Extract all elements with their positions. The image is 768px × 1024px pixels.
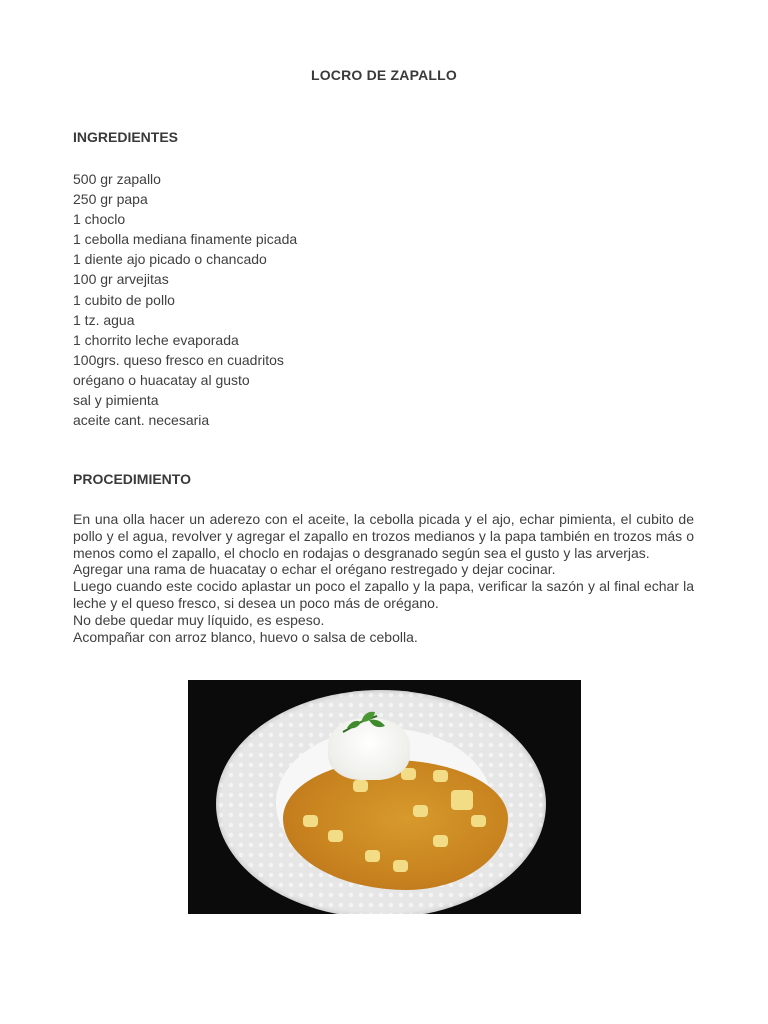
ingredient-item: 1 chorrito leche evaporada (73, 331, 239, 348)
procedure-paragraph: Luego cuando este cocido aplastar un poco el zapallo y la papa, verificar la sazón y al final echar la leche y el queso fresco, si desea un poco más de orégano. (73, 578, 694, 611)
ingredient-item: aceite cant. necesaria (73, 412, 210, 429)
corn-chunk (433, 835, 448, 847)
corn-chunk (353, 780, 368, 792)
ingredient-item: 500 gr zapallo (73, 171, 161, 187)
procedure-heading: PROCEDIMIENTO (73, 471, 191, 487)
procedure-paragraph: En una olla hacer un aderezo con el aceite, la cebolla picada y el ajo, echar pimienta, el cubito de pollo y el agua, revolver y agregar el zapallo en trozos medianos y la papa también en trozos más o menos como el zapallo, el choclo en rodajas o desgranado según sea el gusto y las arverjas. (73, 511, 694, 561)
corn-chunk (303, 815, 318, 827)
corn-chunk (451, 790, 473, 810)
ingredients-heading: INGREDIENTES (73, 129, 179, 145)
corn-chunk (413, 805, 428, 817)
page-title: LOCRO DE ZAPALLO (310, 67, 458, 83)
ingredient-item: 1 tz. agua (73, 311, 135, 328)
ingredient-item: 100grs. queso fresco en cuadritos (73, 351, 284, 368)
corn-chunk (433, 770, 448, 782)
corn-chunk (471, 815, 486, 827)
ingredients-list (73, 169, 297, 430)
corn-chunk (328, 830, 343, 842)
procedure-paragraph: No debe quedar muy líquido, es espeso. (73, 611, 325, 628)
corn-chunk (365, 850, 380, 862)
ingredient-item: 1 cubito de pollo (73, 291, 175, 308)
ingredient-item: 100 gr arvejitas (73, 271, 169, 288)
corn-chunk (393, 860, 408, 872)
procedure-paragraph: Acompañar con arroz blanco, huevo o salsa de cebolla. (73, 628, 418, 645)
dish-photo (188, 680, 581, 914)
ingredient-item: 1 cebolla mediana finamente picada (73, 231, 298, 248)
ingredient-item: 1 diente ajo picado o chancado (73, 251, 267, 268)
procedure-text (73, 511, 694, 645)
procedure-paragraph: Agregar una rama de huacatay o echar el orégano restregado y dejar cocinar. (73, 561, 556, 578)
ingredient-item: sal y pimienta (73, 392, 159, 409)
ingredient-item: 250 gr papa (73, 191, 148, 208)
ingredient-item: orégano o huacatay al gusto (73, 371, 250, 388)
parsley-icon (333, 708, 393, 738)
ingredient-item: 1 choclo (73, 211, 126, 228)
